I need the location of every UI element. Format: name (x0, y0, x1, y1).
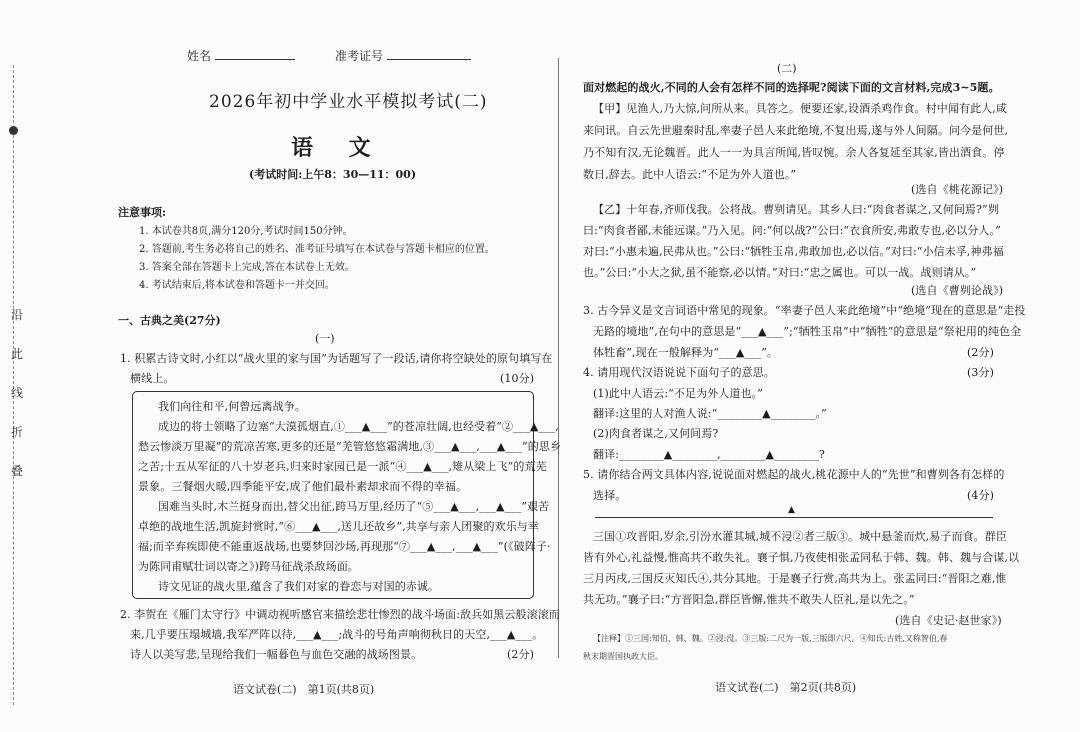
q3-line: 3. 古今异义是文言词语中常见的现象。“率妻子邑人来此绝境”中“绝境”现在的意思是“走投 (583, 304, 1026, 317)
fold-char: 此 (10, 347, 23, 361)
page-2 (583, 0, 1026, 732)
binding-hole-icon (9, 126, 18, 135)
name-field[interactable] (187, 47, 295, 64)
q2-line: 2. 李贺在《雁门太守行》中调动视听感官来描绘悲壮惨烈的战斗场面:敌兵如黑云般滚滚而 (120, 608, 560, 621)
section-heading: 一、古典之美(27分) (118, 314, 221, 327)
q3-score: (2分) (967, 346, 994, 359)
q2-score: (2分) (507, 648, 534, 661)
page-footer: 语文试卷(二) 第1页(共8页) (233, 683, 375, 696)
q5-line: 选择。 (593, 489, 627, 502)
passage-line: 景象。三餐烟火暖,四季能平安,成了他们最朴素却求而不得的幸福。 (138, 480, 468, 493)
exam-id-label: 准考证号 (335, 49, 384, 63)
annotation-line: 秋末期晋国执政大臣。 (583, 652, 663, 661)
answer-mark-icon: ▲ (788, 505, 795, 515)
passage-line[interactable]: 之苦;十五从军征的八十岁老兵,归来时家园已是一派“④___▲___,雉从梁上飞”的荒芜 (138, 460, 547, 473)
q2-line[interactable]: 来,几乎要压塌城墙,我军严阵以待,___▲___;战斗的号角声响彻秋日的天空,___▲___。 (130, 628, 544, 641)
exam-id-field[interactable] (335, 47, 471, 64)
name-input-line[interactable] (215, 59, 295, 60)
note-item: 1. 本试卷共8页,满分120分,考试时间150分钟。 (139, 226, 353, 237)
fold-char: 沿 (10, 308, 23, 322)
source-jia: (选自《桃花源记》) (911, 183, 1004, 196)
passage-line[interactable]: 卓绝的战地生活,凯旋封赏时,“⑥___▲___,送儿还故乡”,共享与亲人团聚的欢乐与幸 (138, 520, 539, 533)
part-heading: (一) (315, 332, 335, 345)
part-heading: (二) (777, 62, 797, 75)
passage-yi-line: 也。”公曰:“小大之狱,虽不能察,必以情。”对曰:“忠之属也。可以一战。战则请从。” (583, 266, 977, 279)
q4-sentence-1: (1)此中人语云:“不足为外人道也。” (593, 387, 763, 400)
q4-translation-1[interactable]: 翻译:这里的人对渔人说:“________▲________。” (593, 407, 827, 420)
page-footer: 语文试卷(二) 第2页(共8页) (715, 681, 857, 694)
note-item: 3. 答案全部在答题卡上完成,答在本试卷上无效。 (139, 262, 355, 273)
fold-char: 折 (10, 425, 23, 439)
passage-line[interactable]: 愁云惨淡万里凝”的荒凉苦寒,更多的还是“羌管悠悠霜满地,③___▲___,___▲___”的思乡 (138, 440, 562, 453)
q1-line: 横线上。 (130, 372, 175, 385)
note-item: 2. 答题前,考生务必将自己的姓名、准考证号填写在本试卷与答题卡相应的位置。 (139, 244, 495, 255)
page-divider (558, 58, 559, 658)
fold-instruction (8, 296, 26, 491)
passage-line: 诗文见证的战火里,蕴含了我们对家的眷恋与对国的赤诚。 (158, 580, 440, 593)
passage-bing-line: 三国①攻晋阳,岁余,引汾水灌其城,城不浸②者三版③。城中悬釜而炊,易子而食。群臣 (593, 530, 1007, 543)
source-bing: (选自《史记·赵世家》) (895, 614, 1002, 627)
binding-margin (0, 0, 30, 732)
passage-yi-line: 【乙】十年春,齐师伐我。公将战。曹刿请见。其乡人曰:“肉食者谋之,又何间焉?”刿 (593, 203, 999, 216)
exam-id-input-line[interactable] (387, 59, 471, 60)
q3-line[interactable]: 体牲畜”,现在一般解释为“___▲___”。 (593, 346, 779, 359)
q2-line: 诗人以美写悲,呈现给我们一幅暮色与血色交融的战场图景。 (130, 648, 423, 661)
q3-line[interactable]: 无路的境地”,在句中的意思是“___▲___”;“牺牲玉帛”中“牺牲”的意思是“祭祀用的纯色全 (593, 325, 1022, 338)
exam-time: (考试时间:上午8：30—11：00) (249, 168, 417, 181)
subject-title: 语 文 (291, 135, 385, 161)
passage-line: 为陈同甫赋壮词以寄之》)跨马征战杀敌场面。 (138, 560, 359, 573)
passage-line[interactable]: 福;而辛弃疾即使不能重返战场,也要梦回沙场,再现那“⑦___▲___,___▲___”(《破阵子· (138, 540, 551, 553)
annotation-line: 【注释】①三国:知伯、韩、魏。②浸:没。③三版:二尺为一版,三版即六尺。④知氏:古姓,又称智伯,春 (593, 634, 948, 643)
q4-translation-2[interactable]: 翻译:________▲________,________▲________? (593, 448, 825, 461)
passage-jia-line: 来问讯。自云先世避秦时乱,率妻子邑人来此绝境,不复出焉,遂与外人间隔。问今是何世, (583, 124, 1009, 137)
fold-char: 叠 (10, 464, 23, 478)
fold-char: 线 (10, 386, 23, 400)
passage-bing-line: 三月丙戌,三国反灭知氏④,共分其地。于是襄子行赏,高共为上。张孟同曰:“晋阳之难,惟 (583, 572, 1007, 585)
reading-intro: 面对燃起的战火,不同的人会有怎样不同的选择呢?阅读下面的文言材料,完成3~5题。 (583, 81, 1000, 94)
q1-line: 1. 积累古诗文时,小红以“战火里的家与国”为话题写了一段话,请你将空缺处的原句填写在 (120, 352, 553, 365)
q4-score: (3分) (967, 366, 994, 379)
passage-bing-line: 皆有外心,礼益慢,惟高共不敢失礼。襄子惧,乃夜使相张孟同私于韩、魏。韩、魏与合谋,以 (583, 551, 1020, 564)
name-label: 姓名 (187, 49, 212, 63)
exam-title: 2026年初中学业水平模拟考试(二) (209, 92, 488, 112)
passage-line[interactable]: 我们向往和平,何曾远离战争。 (158, 400, 306, 413)
passage-yi-line: 对曰:“小惠未遍,民弗从也。”公曰:“牺牲玉帛,弗敢加也,必以信。”对曰:“小信未孚,神弗福 (583, 245, 1004, 258)
q4-sentence-2: (2)肉食者谋之,又何间焉? (593, 427, 719, 440)
passage-bing-line: 共无功。”襄子曰:“方晋阳急,群臣皆懈,惟共不敢失人臣礼,是以先之。” (583, 593, 915, 606)
q5-line: 5. 请你结合两文具体内容,说说面对燃起的战火,桃花源中人的“先世”和曹刿各有怎样的 (583, 468, 1005, 481)
q4-line: 4. 请用现代汉语说说下面句子的意思。 (583, 366, 775, 379)
passage-jia-line: 【甲】见渔人,乃大惊,问所从来。具答之。便要还家,设酒杀鸡作食。村中闻有此人,咸 (593, 102, 1007, 115)
passage-jia-line: 数日,辞去。此中人语云:“不足为外人道也。” (583, 168, 797, 181)
passage-line[interactable]: 成边的将士领略了边塞“大漠孤烟直,①___▲___”的苍凉壮阔,也经受着“②___▲___, (158, 420, 559, 433)
q5-score: (4分) (967, 489, 994, 502)
note-item: 4. 考试结束后,将本试卷和答题卡一并交回。 (139, 280, 335, 291)
q5-answer-line[interactable] (595, 517, 993, 518)
notes-heading: 注意事项: (118, 206, 167, 219)
passage-line[interactable]: 国难当头时,木兰挺身而出,替父出征,跨马万里,经历了“⑤___▲___,___▲___”艰苦 (158, 500, 550, 513)
page-1 (115, 0, 562, 732)
source-yi: (选自《曹刿论战》) (911, 284, 1004, 297)
passage-jia-line: 乃不知有汉,无论魏晋。此人一一为具言所闻,皆叹惋。余人各复延至其家,皆出酒食。停 (583, 146, 1005, 159)
q1-score: (10分) (500, 372, 535, 385)
passage-yi-line: 曰:“肉食者鄙,未能远谋。”乃入见。问:“何以战?”公曰:“衣食所安,弗敢专也,必以分人。” (583, 224, 1001, 237)
